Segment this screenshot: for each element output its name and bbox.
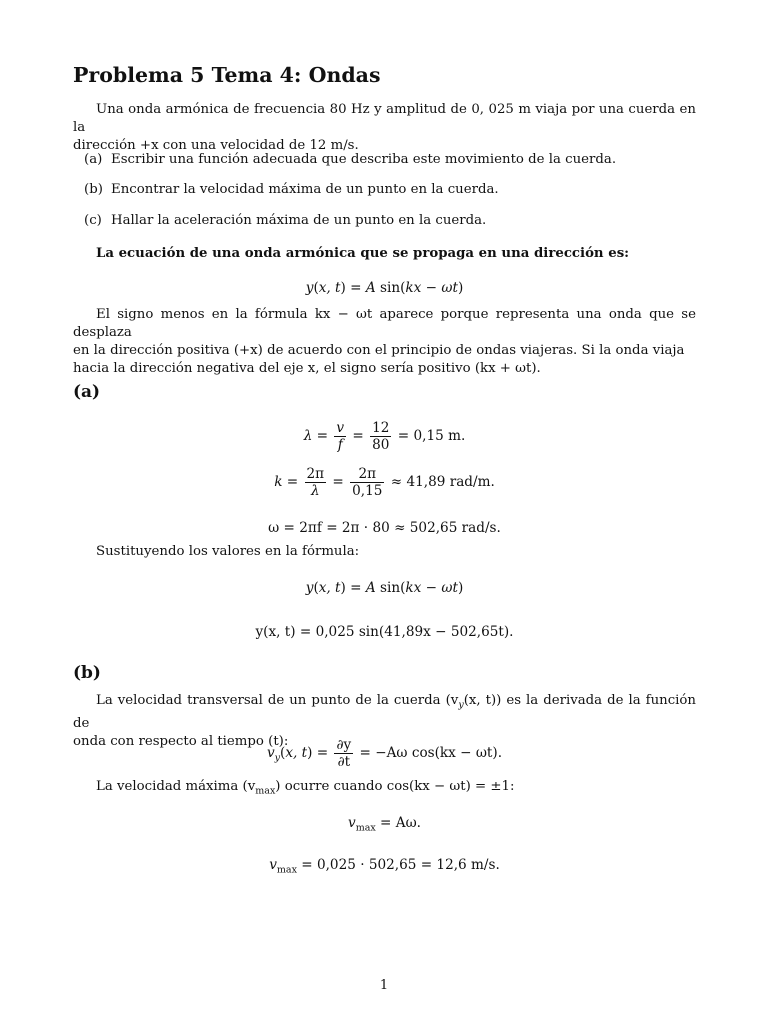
list-item <box>84 182 499 197</box>
max-velocity-text-b: ) ocurre cuando cos(kx − ωt) = ±1: <box>275 779 515 794</box>
wave-equation: y(x, t) = A sin(kx − ωt) <box>305 280 464 296</box>
wave-equation-heading: La ecuación de una onda armónica que se propaga en una dirección es: <box>96 246 630 261</box>
explanation-paragraph <box>73 306 696 378</box>
fraction-numerator: ∂y <box>336 737 352 753</box>
list-item <box>84 152 616 167</box>
vmax-equation-rhs: = Aω. <box>380 815 421 831</box>
explanation-line-2: en la dirección positiva (+x) de acuerdo con el principio de ondas viajeras. Si la onda viaja <box>73 343 685 358</box>
fraction-numerator: 2π <box>350 466 384 483</box>
list-item <box>84 213 486 228</box>
max-velocity-text-a: La velocidad máxima (v <box>96 779 256 794</box>
vmax-value-rhs: = 0,025 · 502,65 = 12,6 m/s. <box>301 857 500 873</box>
intro-line-1: Una onda armónica de frecuencia 80 Hz y amplitud de 0, 025 m viaja por una cuerda en la <box>73 102 696 135</box>
fraction-numerator: 12 <box>372 420 390 436</box>
wavenumber-equation: k = $\frac{2\pi}{\lambda}$ = $\frac{2\pi}{0,15}$ ≈ 41,89 rad/m. <box>274 466 495 499</box>
intro-paragraph <box>73 101 696 155</box>
item-label: (a) <box>84 152 103 167</box>
explanation-line-1: El signo menos en la fórmula kx − ωt aparece porque representa una onda que se desplaza <box>73 307 696 340</box>
vmax-equation: $v_{max} = A\omega$. <box>348 815 421 834</box>
final-wave-equation: y(x, t) = 0,025 sin(41,89x − 502,65t). <box>255 624 514 640</box>
velocity-text-2: onda con respecto al tiempo (t): <box>73 733 289 749</box>
fraction-denominator: λ <box>310 483 320 499</box>
wave-equation-repeat: y(x, t) = A sin(kx − ωt) <box>305 580 464 596</box>
section-a-heading: (a) <box>73 382 101 402</box>
velocity-text-1: La velocidad transversal de un punto de la cuerda (v <box>96 693 459 708</box>
wavelength-equation: λ = $\frac{v}{f}$ = $\frac{12}{80}$ = 0,15 m. <box>303 420 466 453</box>
derivative-result: = −Aω cos(kx − ωt). <box>359 745 503 761</box>
page-number: 1 <box>379 978 389 993</box>
page-title: Problema 5 Tema 4: Ondas <box>73 63 381 87</box>
velocity-text-1b: (x, t)) es la derivada de la función de <box>73 693 696 731</box>
velocity-derivative-equation: $v_y(x$, t) = $\frac{\partial y}{\partial t}$ = −Aω cos(kx − ωt). <box>266 737 503 770</box>
wavelength-result: = 0,15 m. <box>397 428 466 444</box>
fraction-numerator: v <box>336 420 345 436</box>
fraction-denominator: 80 <box>372 437 390 453</box>
angular-frequency-equation: ω = 2πf = 2π · 80 ≈ 502,65 rad/s. <box>268 520 501 536</box>
substitute-text: Sustituyendo los valores en la fórmula: <box>96 544 360 559</box>
fraction-denominator: 0,15 <box>352 483 383 499</box>
item-text: Hallar la aceleración máxima de un punto en la cuerda. <box>111 213 487 228</box>
velocity-paragraph: La velocidad transversal de un punto de la cuerda ($v_y(x$, t)) es la derivada de la función de onda con respecto al tiempo (t): <box>73 693 696 749</box>
wavenumber-result: ≈ 41,89 rad/m. <box>390 474 495 490</box>
fraction-denominator: ∂t <box>337 754 351 770</box>
item-text: Encontrar la velocidad máxima de un punto en la cuerda. <box>111 182 499 197</box>
item-label: (b) <box>84 182 103 197</box>
max-velocity-text: La velocidad máxima $(v_{max})$ ocurre cuando cos(kx − ωt) = ±1: <box>96 779 515 797</box>
item-text: Escribir una función adecuada que describa este movimiento de la cuerda. <box>111 152 617 167</box>
intro-line-2: dirección +x con una velocidad de 12 m/s. <box>73 138 359 153</box>
section-b-heading: (b) <box>73 663 101 683</box>
fraction-numerator: 2π <box>306 466 325 482</box>
explanation-line-3: hacia la dirección negativa del eje x, el signo sería positivo (kx + ωt). <box>73 361 541 376</box>
vmax-value-equation: $v_{max} = 0,025 \cdot 502,65 = 12,6$ m/s. <box>269 857 500 876</box>
fraction-denominator: f <box>337 437 343 453</box>
item-label: (c) <box>84 213 102 228</box>
